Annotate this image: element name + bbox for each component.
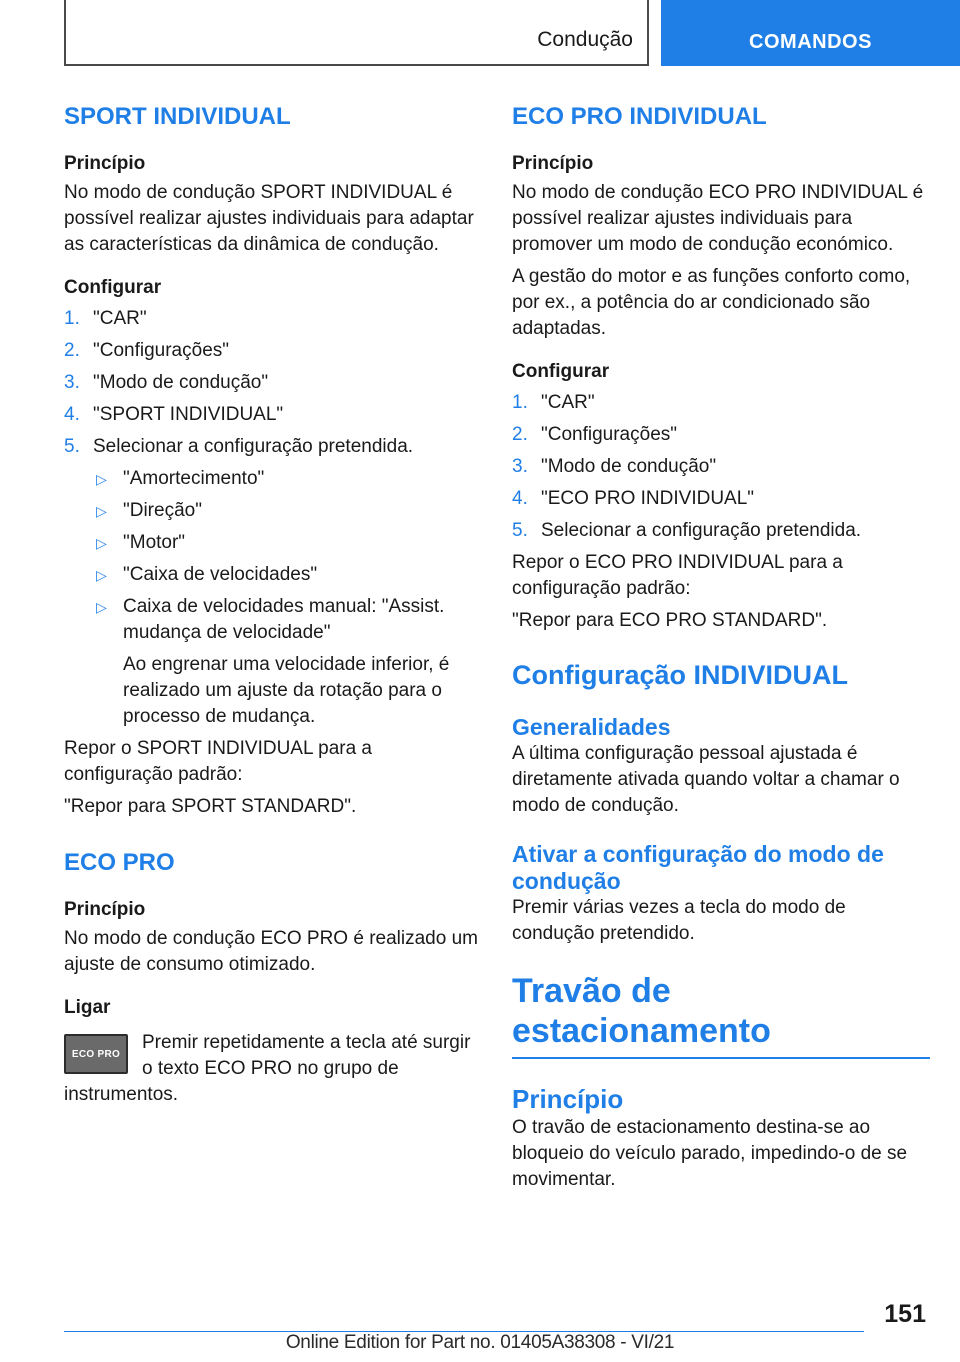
eco-on-text: Premir repetidamente a tecla até surgir o texto ECO PRO no grupo de instrumentos. bbox=[64, 1032, 471, 1105]
header-section-title: Condução bbox=[537, 28, 633, 51]
header-section-box bbox=[64, 0, 649, 66]
step-number: 5. bbox=[64, 436, 80, 457]
list-item bbox=[93, 594, 480, 730]
sport-individual-title: SPORT INDIVIDUAL bbox=[64, 103, 291, 130]
eco-individual-principle-text: No modo de condução ECO PRO INDIVIDUAL é possível realizar ajustes individuais para promover um modo de condução económico. bbox=[512, 182, 924, 255]
sport-options-list bbox=[93, 466, 480, 730]
eco-on-row bbox=[64, 1030, 480, 1108]
eco-individual-title: ECO PRO INDIVIDUAL bbox=[512, 103, 767, 130]
step-text: "Configurações" bbox=[541, 424, 678, 445]
sport-configure-heading: Configurar bbox=[64, 277, 162, 298]
config-activate-heading: Ativar a configuração do modo de condução bbox=[512, 841, 884, 894]
step-number: 1. bbox=[512, 392, 528, 413]
sport-reset-text: Repor o SPORT INDIVIDUAL para a configuração padrão: bbox=[64, 738, 372, 785]
step-text: Selecionar a configuração pretendida. bbox=[93, 436, 414, 457]
config-general-text: A última configuração pessoal ajustada é diretamente ativada quando voltar a chamar o modo de condução. bbox=[512, 743, 900, 816]
list-item bbox=[512, 486, 930, 512]
step-text: "CAR" bbox=[93, 308, 147, 329]
triangle-bullet-icon: ▷ bbox=[96, 471, 107, 487]
triangle-bullet-icon: ▷ bbox=[96, 503, 107, 519]
header-chapter-title: COMANDOS bbox=[749, 31, 872, 53]
list-item bbox=[93, 466, 480, 492]
step-text: Selecionar a configuração pretendida. bbox=[541, 520, 862, 541]
config-activate-text: Premir várias vezes a tecla do modo de condução pretendido. bbox=[512, 897, 846, 944]
step-text: "CAR" bbox=[541, 392, 595, 413]
step-number: 3. bbox=[512, 456, 528, 477]
list-item bbox=[64, 434, 480, 460]
list-item bbox=[93, 530, 480, 556]
step-number: 5. bbox=[512, 520, 528, 541]
sport-principle-text: No modo de condução SPORT INDIVIDUAL é possível realizar ajustes individuais para adaptar as características da dinâmica de condução. bbox=[64, 182, 474, 255]
step-text: "ECO PRO INDIVIDUAL" bbox=[541, 488, 755, 509]
sport-steps-list bbox=[64, 306, 480, 460]
option-text: "Caixa de velocidades" bbox=[123, 564, 318, 585]
option-text: "Motor" bbox=[123, 532, 186, 553]
eco-individual-steps-list bbox=[512, 390, 930, 544]
list-item bbox=[512, 518, 930, 544]
step-text: "Configurações" bbox=[93, 340, 230, 361]
list-item bbox=[512, 390, 930, 416]
eco-principle-heading: Princípio bbox=[64, 899, 146, 920]
left-column bbox=[64, 100, 480, 1108]
option-text: "Amortecimento" bbox=[123, 468, 265, 489]
list-item bbox=[93, 562, 480, 588]
page-number: 151 bbox=[884, 1300, 926, 1328]
step-text: "Modo de condução" bbox=[541, 456, 717, 477]
eco-individual-reset-text: Repor o ECO PRO INDIVIDUAL para a configuração padrão: bbox=[512, 552, 843, 599]
eco-pro-title: ECO PRO bbox=[64, 849, 175, 876]
right-column bbox=[512, 100, 930, 1193]
eco-individual-reset-action: "Repor para ECO PRO STANDARD". bbox=[512, 610, 828, 631]
step-number: 2. bbox=[512, 424, 528, 445]
option-text: Caixa de velocidades manual: "Assist. mudança de velocidade" bbox=[123, 596, 445, 643]
step-number: 4. bbox=[64, 404, 80, 425]
parking-brake-principle-text: O travão de estacionamento destina-se ao bloqueio do veículo parado, impedindo-o de se movimentar. bbox=[512, 1117, 908, 1190]
step-number: 2. bbox=[64, 340, 80, 361]
eco-on-heading: Ligar bbox=[64, 997, 111, 1018]
parking-brake-principle-heading: Princípio bbox=[512, 1084, 624, 1114]
step-number: 1. bbox=[64, 308, 80, 329]
triangle-bullet-icon: ▷ bbox=[96, 535, 107, 551]
option-note: Ao engrenar uma velocidade inferior, é realizado um ajuste da rotação para o processo de mudança. bbox=[123, 654, 450, 727]
eco-individual-principle-text-2: A gestão do motor e as funções conforto como, por ex., a potência do ar condicionado são adaptadas. bbox=[512, 266, 911, 339]
header-chapter-tab bbox=[661, 0, 960, 66]
list-item bbox=[64, 306, 480, 332]
footer-edition: Online Edition for Part no. 01405A38308 - VI/21 bbox=[285, 1332, 675, 1353]
config-general-heading: Generalidades bbox=[512, 714, 671, 740]
list-item bbox=[64, 402, 480, 428]
eco-pro-button-label: ECO PRO bbox=[71, 1048, 121, 1060]
list-item bbox=[64, 338, 480, 364]
eco-pro-button-icon bbox=[64, 1034, 128, 1074]
step-text: "Modo de condução" bbox=[93, 372, 269, 393]
list-item bbox=[512, 422, 930, 448]
eco-individual-configure-heading: Configurar bbox=[512, 361, 610, 382]
option-text: "Direção" bbox=[123, 500, 202, 521]
eco-principle-text: No modo de condução ECO PRO é realizado um ajuste de consumo otimizado. bbox=[64, 928, 478, 975]
list-item bbox=[64, 370, 480, 396]
triangle-bullet-icon: ▷ bbox=[96, 599, 107, 615]
config-individual-title: Configuração INDIVIDUAL bbox=[512, 660, 849, 690]
step-number: 4. bbox=[512, 488, 528, 509]
eco-individual-principle-heading: Princípio bbox=[512, 153, 594, 174]
parking-brake-title: Travão de estacionamento bbox=[512, 971, 930, 1059]
step-text: "SPORT INDIVIDUAL" bbox=[93, 404, 284, 425]
sport-principle-heading: Princípio bbox=[64, 153, 146, 174]
list-item bbox=[93, 498, 480, 524]
list-item bbox=[512, 454, 930, 480]
triangle-bullet-icon: ▷ bbox=[96, 567, 107, 583]
sport-reset-action: "Repor para SPORT STANDARD". bbox=[64, 796, 357, 817]
step-number: 3. bbox=[64, 372, 80, 393]
